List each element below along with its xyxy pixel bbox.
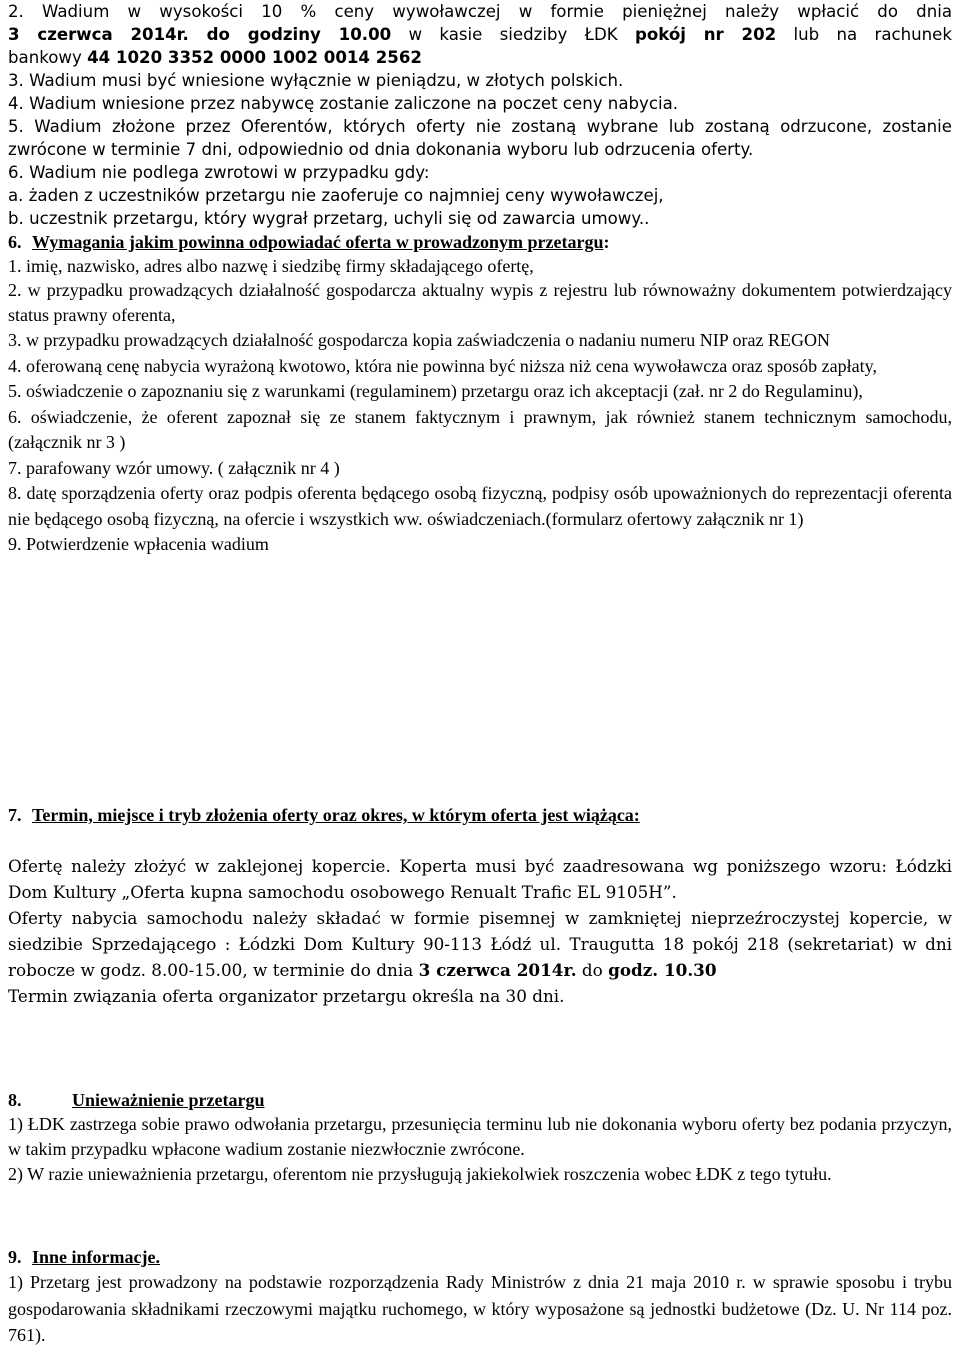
wadium-item-6: 6. Wadium nie podlega zwrotowi w przypadku gdy: (8, 163, 430, 182)
submission-hour: godz. 10.30 (608, 960, 717, 980)
requirement-item-3: 3. w przypadku prowadzących działalność gospodarcza kopia zaświadczenia o nadaniu numeru NIP oraz REGON (8, 330, 831, 350)
deadline-date: 3 czerwca 2014r. do godziny 10.00 (8, 25, 392, 44)
requirement-item-8: 8. datę sporządzenia oferty oraz podpis oferenta będącego osobą fizyczną, podpisy osób upoważnionych do reprezentacji oferenta nie będącego osobą fizyczną, na ofercie i wszystkich ww. oświadczeniach.(formularz ofertowy załącznik nr 1) (8, 483, 952, 529)
requirement-item-9: 9. Potwierdzenie wpłacenia wadium (8, 534, 269, 554)
wadium-item-3: 3. Wadium musi być wniesione wyłącznie w pieniądzu, w złotych polskich. (8, 71, 624, 90)
envelope-instructions: Ofertę należy złożyć w zaklejonej kopercie. Koperta musi być zaadresowana wg poniższego wzoru: Łódzki Dom Kultury „Oferta kupna samochodu osobowego Renualt Trafic EL 9105H”. (8, 856, 952, 902)
section-7-body (0, 853, 952, 1009)
wadium-item-5: 5. Wadium złożone przez Oferentów, których oferty nie zostaną wybrane lub zostaną odrzucone, zostanie zwrócone w terminie 7 dni, odpowiednio od dnia dokonania wyboru lub odrzucenia oferty. (8, 117, 952, 159)
wadium-item-6a: a. żaden z uczestników przetargu nie zaoferuje co najmniej ceny wywoławczej, (8, 186, 664, 205)
room-number: pokój nr 202 (634, 25, 777, 44)
section-6-heading: 6.Wymagania jakim powinna odpowiadać oferta w prowadzonym przetargu: (8, 232, 610, 252)
requirement-item-4: 4. oferowaną cenę nabycia wyrażoną kwotowo, która nie powinna być niższa niż cena wywoławcza oraz sposób zapłaty, (8, 355, 877, 376)
section-6 (0, 230, 952, 558)
binding-period: Termin związania oferta organizator przetargu określa na 30 dni. (8, 986, 565, 1006)
section-7-heading: 7.Termin, miejsce i tryb złożenia oferty oraz okres, w którym oferta jest wiążąca: (8, 805, 640, 825)
section-9 (0, 1245, 952, 1349)
wadium-item-4: 4. Wadium wniesione przez nabywcę zostanie zaliczone na poczet ceny nabycia. (8, 94, 679, 113)
requirement-item-7: 7. parafowany wzór umowy. ( załącznik nr 4 ) (8, 457, 340, 478)
wadium-item-2: 2. Wadium w wysokości 10 % ceny wywoławczej w formie pieniężnej należy wpłacić do dnia (8, 2, 952, 21)
section-7 (0, 803, 952, 827)
requirement-item-5: 5. oświadczenie o zapoznaniu się z warunkami (regulaminem) przetargu oraz ich akceptacji (zał. nr 2 do Regulaminu), (8, 381, 863, 401)
wadium-item-2-line2: 3 czerwca 2014r. do godziny 10.00 w kasie siedziby ŁDK pokój nr 202 lub na rachunek (8, 25, 952, 44)
submission-details: Oferty nabycia samochodu należy składać w formie pisemnej w zamkniętej nieprzeźroczystej kopercie, w siedzibie Sprzedającego : Łódzki Dom Kultury 90-113 Łódź ul. Traugutta 18 pokój 218 (sekretariat) w dni robocze w godz. 8.00-15.00, w terminie do dnia 3 czerwca 2014r. do godz. 10.30 (8, 908, 952, 980)
cancellation-item-2: 2) W razie unieważnienia przetargu, oferentom nie przysługują jakiekolwiek roszczenia wobec ŁDK z tego tytułu. (8, 1164, 832, 1184)
bank-account-line: bankowy 44 1020 3352 0000 1002 0014 2562 (8, 48, 422, 67)
wadium-section (0, 0, 952, 230)
other-info-item-1: 1) Przetarg jest prowadzony na podstawie rozporządzenia Rady Ministrów z dnia 21 maja 2010 r. w sprawie sposobu i trybu gospodarowania składnikami rzeczowymi majątku ruchomego, w który wyposażone są jednostki budżetowe (Dz. U. Nr 114 poz. 761). (8, 1272, 952, 1345)
wadium-item-6b: b. uczestnik przetargu, który wygrał przetarg, uchyli się od zawarcia umowy.. (8, 209, 650, 228)
section-9-heading: 9.Inne informacje. (8, 1247, 160, 1267)
section-8 (0, 1088, 952, 1187)
section-8-heading: 8. Unieważnienie przetargu (8, 1090, 265, 1110)
requirement-item-6: 6. oświadczenie, że oferent zapoznał się ze stanem faktycznym i prawnym, jak również stanem technicznym samochodu,(załącznik nr 3 ) (8, 406, 952, 452)
requirement-item-2: 2. w przypadku prowadzących działalność gospodarcza aktualny wypis z rejestru lub równoważny dokumentem potwierdzający status prawny oferenta, (8, 280, 952, 325)
submission-deadline: 3 czerwca 2014r. (418, 960, 577, 980)
bank-account-number: 44 1020 3352 0000 1002 0014 2562 (87, 48, 422, 67)
requirement-item-1: 1. imię, nazwisko, adres albo nazwę i siedzibę firmy składającego ofertę, (8, 256, 534, 276)
cancellation-item-1: 1) ŁDK zastrzega sobie prawo odwołania przetargu, przesunięcia terminu lub nie dokonania wyboru oferty bez podania przyczyn, w takim przypadku wpłacone wadium zostanie niezwłocznie zwrócone. (8, 1114, 952, 1159)
